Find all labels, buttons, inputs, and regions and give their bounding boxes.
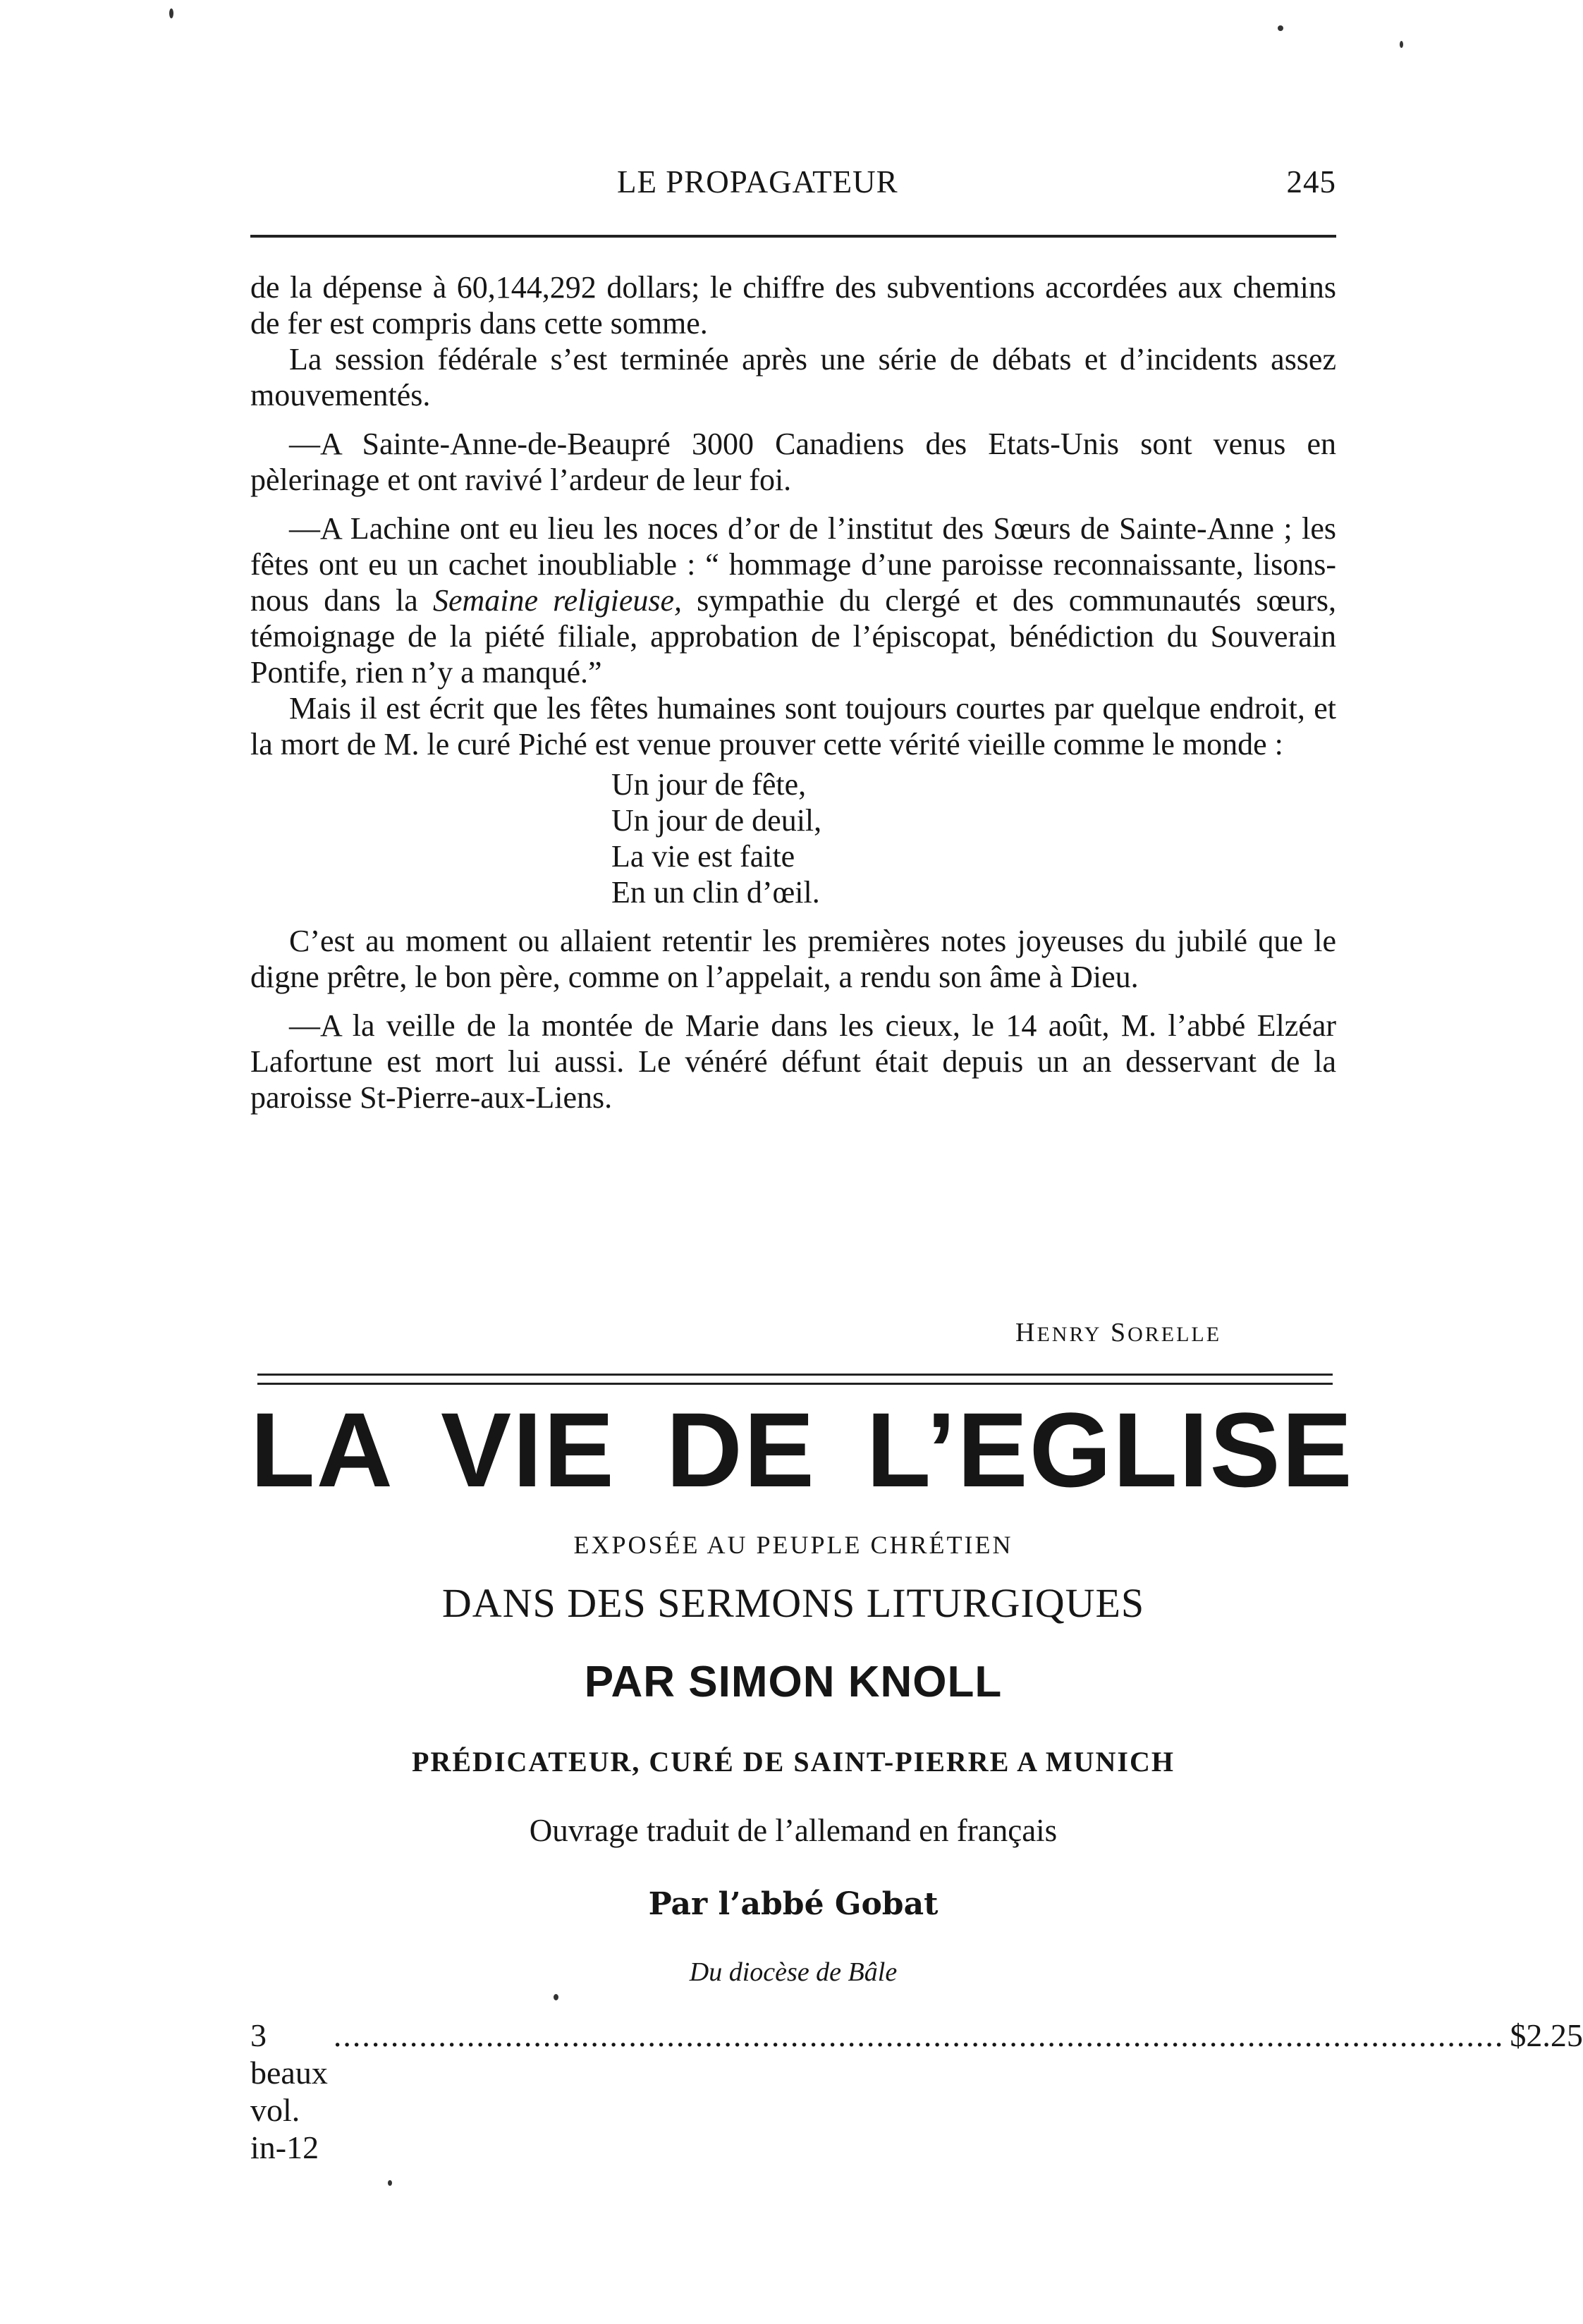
journal-title: LE PROPAGATEUR [617, 164, 898, 200]
poem-line: Un jour de fête, [611, 767, 807, 802]
print-speck [169, 8, 173, 18]
advert-author: PAR SIMON KNOLL [584, 1658, 1003, 1706]
print-speck [388, 2180, 392, 2186]
advert-diocese: Du diocèse de Bâle [689, 1957, 898, 1987]
paragraph-2: La session fédérale s’est terminée après une série de débats et d’incidents assez mouvementés. [250, 342, 1336, 412]
poem-line: Un jour de deuil, [611, 803, 822, 838]
advert-title: LA VIE DE L’EGLISE [250, 1390, 1354, 1509]
publication-title: Semaine religieuse, [432, 583, 683, 618]
paragraph-7: —A la veille de la montée de Marie dans les cieux, le 14 août, M. l’abbé Elzéar Lafortune est mort lui aussi. Le vénéré défunt était depuis un an desservant de la paroisse St-Pierre-aux-Liens. [250, 1008, 1336, 1115]
paragraph-4-text-b: sympathie du clergé et des communautés sœurs, témoignage de la piété filiale, approbation de l’épiscopat, bénédiction du Souverain Pontife, rien n’y a manqué.” [250, 583, 1336, 690]
advert-translator: Par l’abbé Gobat [648, 1886, 939, 1922]
signature-initial: H [1015, 1318, 1037, 1347]
price-line [250, 2017, 1583, 2166]
signature-text: ORELLE [1127, 1323, 1222, 1346]
paragraph-5: Mais il est écrit que les fêtes humaines sont toujours courtes par quelque endroit, et la mort de M. le curé Piché est venue prouver cette vérité vieille comme le monde : [250, 691, 1336, 762]
print-speck [1400, 41, 1403, 48]
volume-description: 3 beaux vol. in-12 [250, 2017, 328, 2165]
paragraph-3: —A Sainte-Anne-de-Beaupré 3000 Canadiens des Etats-Unis sont venus en pèlerinage et ont ravivé l’ardeur de leur foi. [250, 427, 1336, 497]
header-rule [250, 235, 1336, 238]
page-number: 245 [1286, 164, 1336, 200]
dot-leader: ........................................................................................................................... [333, 2017, 1505, 2053]
paragraph-6: C’est au moment ou allaient retentir les premières notes joyeuses du jubilé que le digne prêtre, le bon père, comme on l’appelait, a rendu son âme à Dieu. [250, 924, 1336, 994]
paragraph-4-text-a: —A Lachine ont eu lieu les noces d’or de l’institut des Sœurs de Sainte-Anne ; les fêtes ont eu un cachet inoubliable : “ hommage d’une paroisse reconnaissante, lisons-nous dans la [250, 511, 1336, 618]
poem-line: En un clin d’œil. [611, 875, 820, 910]
advert-author-role: PRÉDICATEUR, CURÉ DE SAINT-PIERRE A MUNICH [412, 1746, 1175, 1778]
paragraph-1: de la dépense à 60,144,292 dollars; le chiffre des subventions accordées aux chemins de fer est compris dans cette somme. [250, 270, 1336, 341]
price: $2.25 [1510, 2017, 1583, 2053]
print-speck [1278, 25, 1283, 31]
section-divider [257, 1374, 1333, 1385]
advert-subtitle-2: DANS DES SERMONS LITURGIQUES [441, 1580, 1145, 1626]
paragraph-4 [250, 510, 1336, 690]
signature-text: ENRY [1037, 1323, 1102, 1346]
article-body [250, 269, 1336, 1115]
advert-translation-note: Ouvrage traduit de l’allemand en français [529, 1813, 1058, 1848]
poem [611, 766, 1336, 910]
signature-initial: S [1110, 1318, 1128, 1347]
author-signature [1015, 1317, 1221, 1348]
advert-subtitle: EXPOSÉE AU PEUPLE CHRÉTIEN [573, 1531, 1013, 1559]
poem-line: La vie est faite [611, 839, 795, 874]
print-speck [554, 1994, 558, 2000]
